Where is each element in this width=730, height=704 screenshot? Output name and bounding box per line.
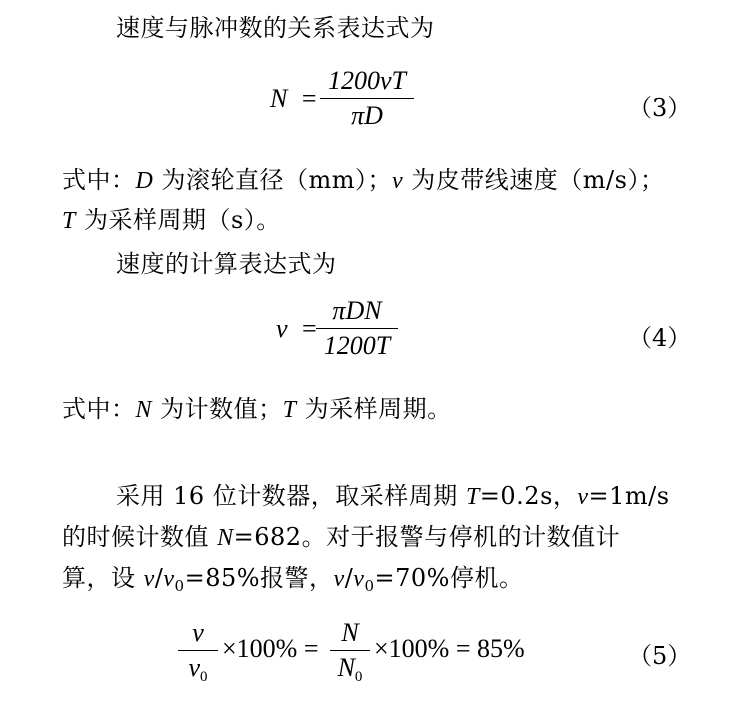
- p8-v3: v: [333, 566, 345, 592]
- equation-4-lhs: [276, 314, 317, 344]
- equation-5-fraction-1: [178, 618, 218, 692]
- equation-5-fraction-2: [330, 618, 370, 692]
- p5-N-desc: 为计数值；: [152, 395, 283, 423]
- p6-text-a: 采用 16 位计数器，取采样周期: [116, 482, 466, 510]
- eq5-bar2: [330, 650, 370, 651]
- p6-symbol-v: v: [577, 484, 589, 510]
- paragraph-symbol-definitions-1: [62, 164, 664, 197]
- equation-3-fraction: [320, 66, 414, 131]
- p8-text-a: 算，设: [62, 564, 144, 592]
- paragraph-counter-setup-2: [62, 521, 620, 554]
- paragraph-symbol-definitions-2: [62, 204, 281, 237]
- eq3-equals: =: [301, 84, 317, 113]
- p8-text-c: =70%停机。: [374, 564, 524, 592]
- p8-text-b: =85%报警，: [184, 564, 334, 592]
- p8-v2: v: [163, 566, 175, 592]
- eq5-den2: [330, 653, 370, 692]
- equation-5-number: （5）: [628, 642, 692, 670]
- p2-D-desc: 为滚轮直径（mm）；: [153, 166, 392, 194]
- paragraph-symbol-definitions-3: [62, 393, 452, 426]
- p8-slash2: /: [344, 564, 354, 592]
- eq5-den1-v: v: [188, 653, 201, 682]
- equation-4-number: （4）: [628, 324, 692, 352]
- eq3-symbol-N: N: [270, 84, 288, 113]
- p3-T-desc: 为采样周期（s）。: [75, 206, 281, 234]
- p8-sub2: 0: [364, 577, 375, 595]
- p8-v4: v: [353, 566, 365, 592]
- eq4-numerator: πDN: [332, 296, 382, 325]
- eq3-numerator: 1200vT: [328, 66, 406, 95]
- eq5-bar1: [178, 650, 218, 651]
- p3-symbol-T: T: [62, 208, 76, 234]
- eq5-den1-sub: 0: [200, 669, 208, 685]
- p6-symbol-T: T: [465, 484, 480, 510]
- p6-text-c: =1m/s: [588, 482, 670, 510]
- paragraph-speed-formula-intro: 速度的计算表达式为: [116, 250, 337, 278]
- eq5-times-2: ×100% = 85%: [374, 634, 525, 663]
- p8-sub1: 0: [174, 577, 185, 595]
- p2-prefix: 式中：: [62, 166, 136, 194]
- equation-3-number: （3）: [628, 94, 692, 122]
- p2-symbol-v: v: [392, 168, 404, 194]
- eq4-denominator: 1200T: [323, 331, 391, 360]
- eq5-den1: [178, 653, 218, 692]
- p5-T-desc: 为采样周期。: [296, 395, 452, 423]
- p2-symbol-D: D: [135, 168, 154, 194]
- eq5-times-1: ×100% =: [222, 634, 319, 663]
- eq4-symbol-v: v: [276, 314, 288, 343]
- paragraph-counter-setup-1: [116, 480, 670, 513]
- eq5-num2: N: [341, 618, 359, 647]
- eq4-fraction-bar: [316, 328, 398, 329]
- p7-symbol-N: N: [217, 525, 234, 551]
- p8-v1: v: [143, 566, 155, 592]
- p2-v-desc: 为皮带线速度（m/s）；: [403, 166, 665, 194]
- p8-slash1: /: [154, 564, 164, 592]
- eq4-equals: =: [302, 314, 317, 343]
- eq5-den2-sub: 0: [354, 669, 363, 685]
- equation-4-fraction: [316, 296, 398, 361]
- paragraph-speed-pulse-relation: 速度与脉冲数的关系表达式为: [116, 14, 435, 42]
- p7-text-b: =682。对于报警与停机的计数值计: [233, 523, 621, 551]
- eq3-denominator: πD: [351, 101, 383, 130]
- equation-3-lhs: [270, 84, 317, 114]
- p5-symbol-T: T: [282, 397, 297, 423]
- eq5-den2-N: N: [337, 653, 355, 682]
- p5-prefix: 式中：: [62, 395, 136, 423]
- p7-text-a: 的时候计数值: [62, 523, 218, 551]
- p6-text-b: =0.2s，: [479, 482, 578, 510]
- p5-symbol-N: N: [135, 397, 153, 423]
- eq3-fraction-bar: [320, 98, 414, 99]
- eq5-num1: v: [192, 618, 204, 647]
- paragraph-counter-setup-3: [62, 562, 523, 602]
